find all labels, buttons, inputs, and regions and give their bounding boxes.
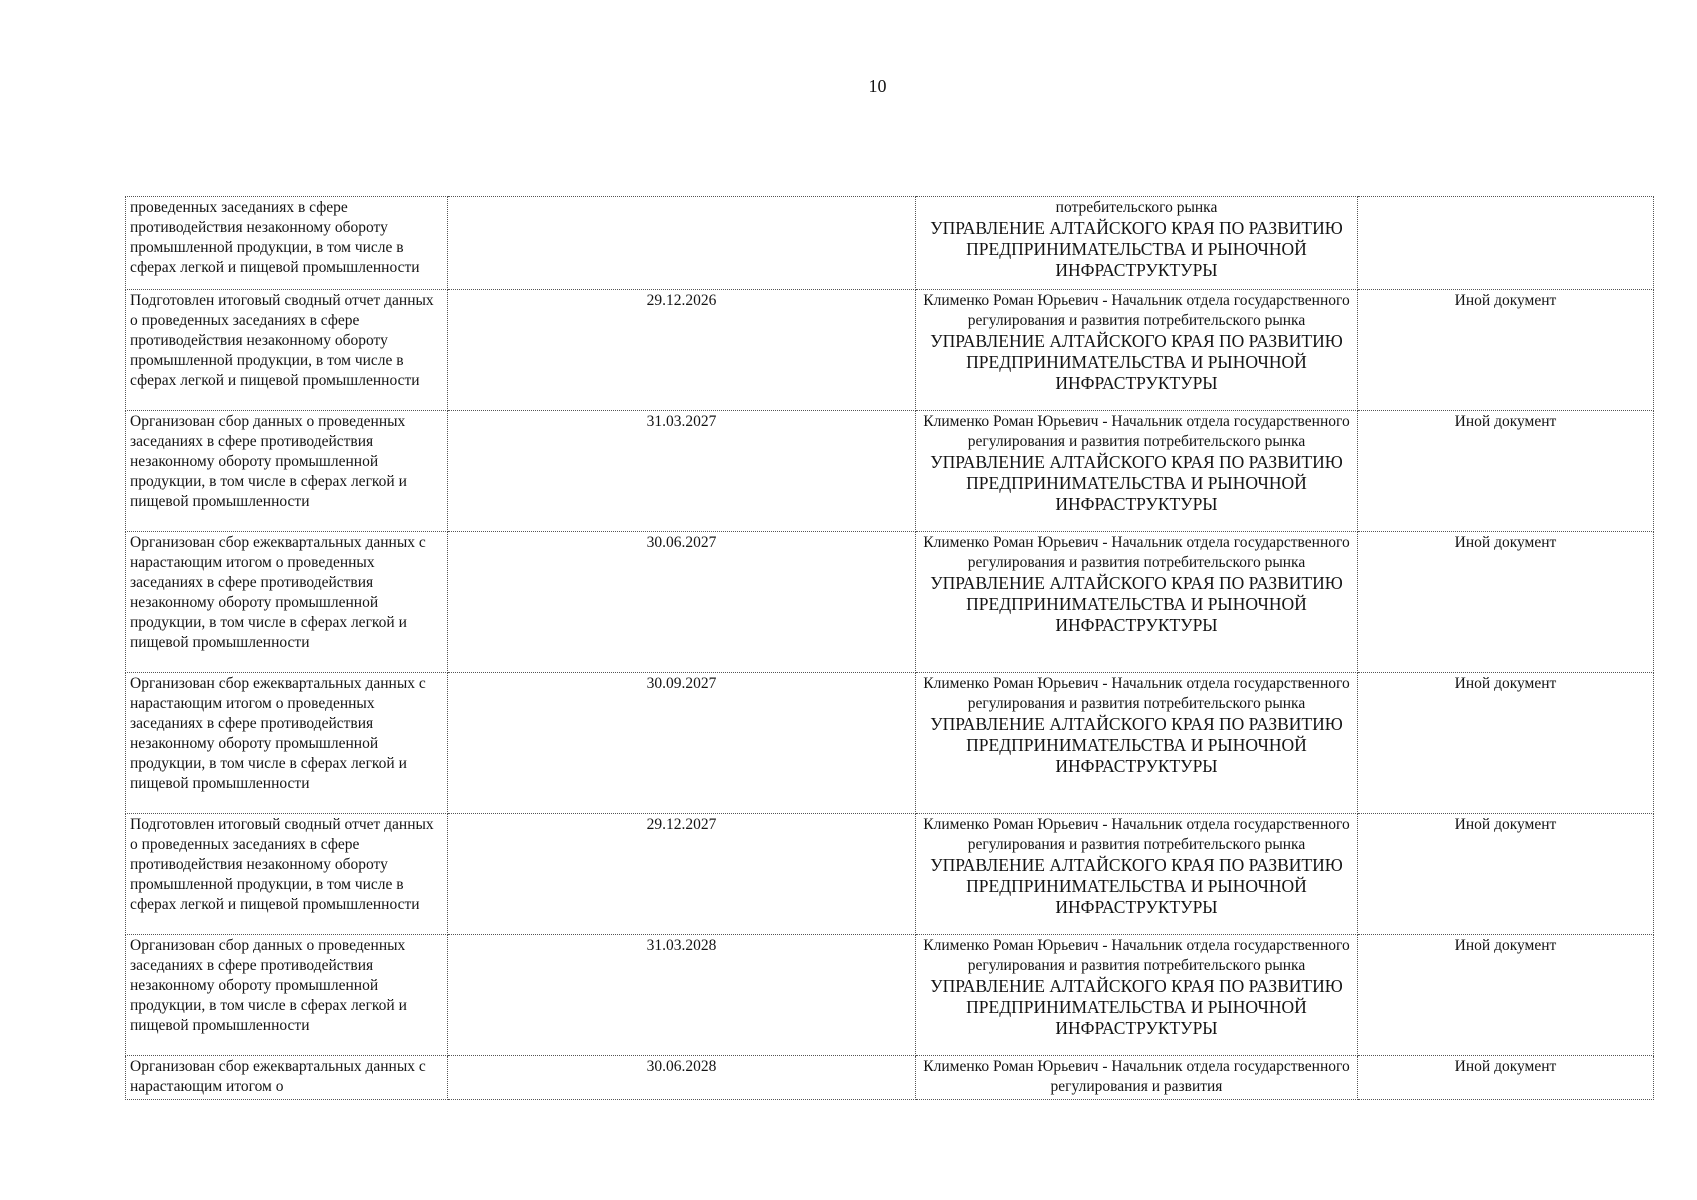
responsible-person: потребительского рынка — [1055, 199, 1218, 216]
event-cell: Организован сбор ежеквартальных данных с нарастающим итогом о проведенных заседаниях в сфере противодействия незаконному обороту промышленной продукции, в том числе в сферах легкой и пищевой промышленности — [126, 532, 448, 673]
responsible-cell — [916, 673, 1358, 814]
responsible-org: УПРАВЛЕНИЕ АЛТАЙСКОГО КРАЯ ПО РАЗВИТИЮ ПРЕДПРИНИМАТЕЛЬСТВА И РЫНОЧНОЙ ИНФРАСТРУКТУРЫ — [930, 976, 1343, 1038]
responsible-cell — [916, 935, 1358, 1056]
responsible-person: Клименко Роман Юрьевич - Начальник отдела государственного регулирования и развития потребительского рынка — [923, 816, 1350, 853]
date-cell: 29.12.2026 — [448, 290, 916, 411]
date-cell: 31.03.2028 — [448, 935, 916, 1056]
event-cell: проведенных заседаниях в сфере противодействия незаконному обороту промышленной продукции, в том числе в сферах легкой и пищевой промышленности — [126, 197, 448, 290]
date-cell: 30.09.2027 — [448, 673, 916, 814]
responsible-cell — [916, 411, 1358, 532]
responsible-person: Клименко Роман Юрьевич - Начальник отдела государственного регулирования и развития — [923, 1058, 1350, 1095]
doc-type-cell: Иной документ — [1358, 814, 1654, 935]
table-row — [126, 1056, 1654, 1100]
responsible-org: УПРАВЛЕНИЕ АЛТАЙСКОГО КРАЯ ПО РАЗВИТИЮ ПРЕДПРИНИМАТЕЛЬСТВА И РЫНОЧНОЙ ИНФРАСТРУКТУРЫ — [930, 452, 1343, 514]
responsible-cell — [916, 1056, 1358, 1100]
responsible-org: УПРАВЛЕНИЕ АЛТАЙСКОГО КРАЯ ПО РАЗВИТИЮ ПРЕДПРИНИМАТЕЛЬСТВА И РЫНОЧНОЙ ИНФРАСТРУКТУРЫ — [930, 714, 1343, 776]
doc-type-cell: Иной документ — [1358, 532, 1654, 673]
responsible-person: Клименко Роман Юрьевич - Начальник отдела государственного регулирования и развития потребительского рынка — [923, 675, 1350, 712]
date-cell: 30.06.2028 — [448, 1056, 916, 1100]
table-row — [126, 935, 1654, 1056]
event-cell: Организован сбор ежеквартальных данных с нарастающим итогом о проведенных заседаниях в сфере противодействия незаконному обороту промышленной продукции, в том числе в сферах легкой и пищевой промышленности — [126, 673, 448, 814]
responsible-org: УПРАВЛЕНИЕ АЛТАЙСКОГО КРАЯ ПО РАЗВИТИЮ ПРЕДПРИНИМАТЕЛЬСТВА И РЫНОЧНОЙ ИНФРАСТРУКТУРЫ — [930, 218, 1343, 280]
page-number: 10 — [868, 76, 887, 96]
table-row — [126, 290, 1654, 411]
responsible-cell — [916, 532, 1358, 673]
table-row — [126, 532, 1654, 673]
responsible-cell — [916, 290, 1358, 411]
table-row — [126, 673, 1654, 814]
responsible-person: Клименко Роман Юрьевич - Начальник отдела государственного регулирования и развития потребительского рынка — [923, 937, 1350, 974]
table-row — [126, 411, 1654, 532]
date-cell — [448, 197, 916, 290]
table-row — [126, 197, 1654, 290]
event-cell: Организован сбор ежеквартальных данных с нарастающим итогом о — [126, 1056, 448, 1100]
event-cell: Подготовлен итоговый сводный отчет данных о проведенных заседаниях в сфере противодействия незаконному обороту промышленной продукции, в том числе в сферах легкой и пищевой промышленности — [126, 290, 448, 411]
doc-type-cell — [1358, 197, 1654, 290]
table-row — [126, 814, 1654, 935]
event-cell: Подготовлен итоговый сводный отчет данных о проведенных заседаниях в сфере противодействия незаконному обороту промышленной продукции, в том числе в сферах легкой и пищевой промышленности — [126, 814, 448, 935]
responsible-cell — [916, 197, 1358, 290]
doc-type-cell: Иной документ — [1358, 1056, 1654, 1100]
responsible-org: УПРАВЛЕНИЕ АЛТАЙСКОГО КРАЯ ПО РАЗВИТИЮ ПРЕДПРИНИМАТЕЛЬСТВА И РЫНОЧНОЙ ИНФРАСТРУКТУРЫ — [930, 573, 1343, 635]
responsible-org: УПРАВЛЕНИЕ АЛТАЙСКОГО КРАЯ ПО РАЗВИТИЮ ПРЕДПРИНИМАТЕЛЬСТВА И РЫНОЧНОЙ ИНФРАСТРУКТУРЫ — [930, 331, 1343, 393]
event-cell: Организован сбор данных о проведенных заседаниях в сфере противодействия незаконному обороту промышленной продукции, в том числе в сферах легкой и пищевой промышленности — [126, 935, 448, 1056]
date-cell: 30.06.2027 — [448, 532, 916, 673]
date-cell: 31.03.2027 — [448, 411, 916, 532]
activities-table — [125, 196, 1654, 1100]
doc-type-cell: Иной документ — [1358, 411, 1654, 532]
responsible-person: Клименко Роман Юрьевич - Начальник отдела государственного регулирования и развития потребительского рынка — [923, 413, 1350, 450]
doc-type-cell: Иной документ — [1358, 290, 1654, 411]
responsible-org: УПРАВЛЕНИЕ АЛТАЙСКОГО КРАЯ ПО РАЗВИТИЮ ПРЕДПРИНИМАТЕЛЬСТВА И РЫНОЧНОЙ ИНФРАСТРУКТУРЫ — [930, 855, 1343, 917]
event-cell: Организован сбор данных о проведенных заседаниях в сфере противодействия незаконному обороту промышленной продукции, в том числе в сферах легкой и пищевой промышленности — [126, 411, 448, 532]
doc-type-cell: Иной документ — [1358, 673, 1654, 814]
responsible-cell — [916, 814, 1358, 935]
date-cell: 29.12.2027 — [448, 814, 916, 935]
responsible-person: Клименко Роман Юрьевич - Начальник отдела государственного регулирования и развития потребительского рынка — [923, 292, 1350, 329]
doc-type-cell: Иной документ — [1358, 935, 1654, 1056]
responsible-person: Клименко Роман Юрьевич - Начальник отдела государственного регулирования и развития потребительского рынка — [923, 534, 1350, 571]
